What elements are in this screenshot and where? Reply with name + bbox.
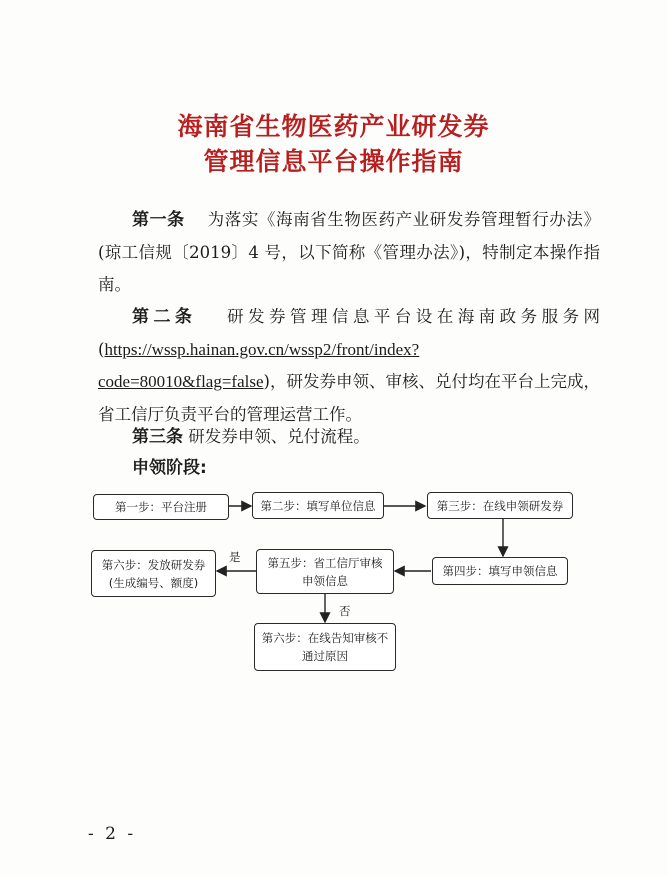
document-title-line2: 管理信息平台操作指南 [203, 147, 464, 176]
flow-step4 [432, 557, 568, 585]
flow-step5 [256, 549, 394, 594]
flow-step6a-label-line1: 第六步：发放研发券 [101, 557, 206, 572]
flow-step6b-label-line1: 第六步：在线告知审核不 [261, 631, 389, 645]
flow-step5-label-line2: 申领信息 [302, 573, 348, 588]
flow-step1-label: 第一步：平台注册 [115, 500, 207, 514]
flow-step3-label: 第三步：在线申领研发券 [436, 498, 564, 513]
flow-step2-label: 第二步：填写单位信息 [260, 498, 376, 513]
article-2-lead: 第二条 [132, 307, 197, 327]
flow-step6a-label-line2: (生成编号、额度) [108, 575, 199, 590]
article-2-text-before: 研发券管理信息平台设在海南政务服务网( [98, 307, 601, 359]
flow-step6b [254, 623, 396, 671]
flow-step6a [91, 550, 216, 597]
article-3-text: 研发券申领、兑付流程。 [188, 427, 370, 446]
edge-label-no: 否 [339, 604, 351, 618]
article-1-text: 为落实《海南省生物医药产业研发券管理暂行办法》(琼工信规〔2019〕4 号，以下简称《管理办法》)，特制定本操作指南。 [98, 210, 601, 294]
flow-step6b-label-line2: 通过原因 [302, 649, 348, 663]
article-2-text-after: )，研发券申领、审核、兑付均在平台上完成，省工信厅负责平台的管理运营工作。 [98, 372, 600, 424]
edge-label-yes: 是 [229, 550, 241, 564]
flow-step4-label: 第四步：填写申领信息 [442, 564, 558, 578]
flow-step2 [252, 492, 384, 519]
flow-step5-label-line1: 第五步：省工信厅审核 [267, 555, 383, 570]
article-1-lead: 第一条 [132, 210, 185, 230]
platform-url-link[interactable]: https://wssp.hainan.gov.cn/wssp2/front/index?code=80010&flag=false [98, 339, 420, 391]
article-3-lead: 第三条 [132, 427, 183, 447]
flow-step1 [93, 494, 229, 520]
phase-heading: 申领阶段: [132, 458, 207, 478]
page-number: - 2 - [88, 824, 137, 844]
flow-step3 [427, 492, 573, 519]
document-title-line1: 海南省生物医药产业研发券 [177, 112, 490, 141]
